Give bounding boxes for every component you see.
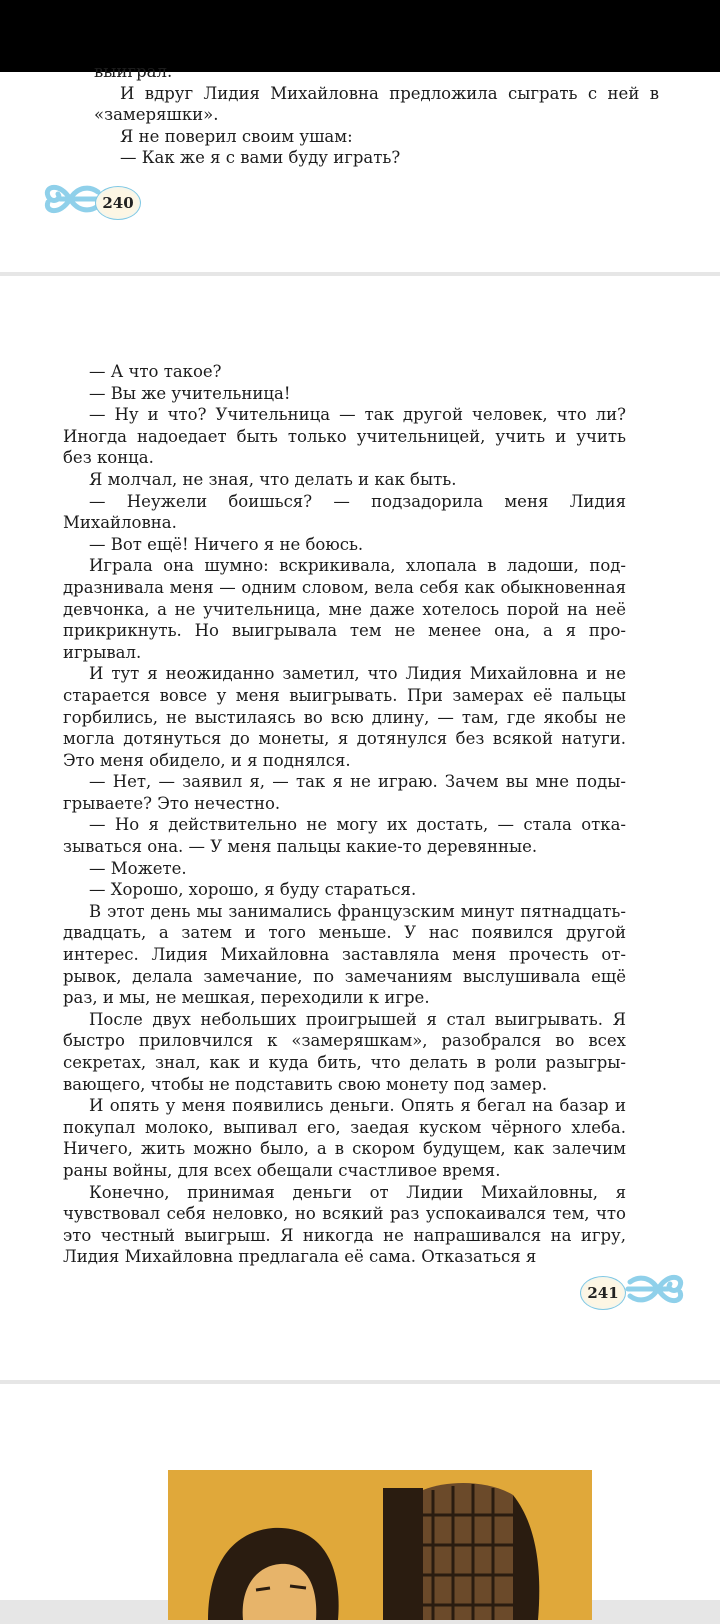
paragraph: выиграл. [94,62,173,81]
page-number: 241 [580,1276,626,1310]
paragraph: — Неужели боишься? — подзадорила меня Лидия Михайловна. [63,491,626,533]
illustration-drawing [168,1470,592,1620]
paragraph: — Ну и что? Учительница — так другой человек, что ли? Иногда надоедает быть только учительницей, учить и учить без конца. [63,405,626,468]
ornament-right-icon [618,1264,688,1314]
page-240-text [94,61,659,169]
paragraph: — Можете. [89,858,187,878]
page-240 [0,62,720,272]
paragraph: — Но я действительно не могу их достать, — стала отказываться она. — У меня пальцы какие-то деревянные. [63,815,626,857]
paragraph: — Вы же учительница! [89,383,291,403]
paragraph: — Вот ещё! Ничего я не боюсь. [89,534,364,554]
page-242 [0,1384,720,1600]
paragraph: Конечно, принимая деньги от Лидии Михайловны, я чувствовал себя неловко, но всякий раз успокаивался тем, что это честный выигрыш. Я никогда не напрашивался на игру, Лидия Михайловна предлагала её сама. Отказаться я [63,1182,626,1267]
paragraph: В этот день мы занимались французским минут пятнадцать-двадцать, а затем и того меньше. У нас появился другой интерес. Лидия Михайловна заставляла меня прочесть отрывок, делала замечание, по замечаниям выслушивала ещё раз, и мы, не мешкая, переходили к игре. [63,901,626,1008]
page-number: 240 [95,186,141,220]
paragraph: И вдруг Лидия Михайловна предложила сыграть с ней в «замеряшки». [94,83,659,125]
paragraph: — Как же я с вами буду играть? [120,148,401,168]
paragraph: — А что такое? [89,362,222,381]
paragraph: Я молчал, не зная, что делать и как быть. [89,469,457,489]
paragraph: Играла она шумно: вскрикивала, хлопала в ладоши, поддразнивала меня — одним словом, вела себя как обыкновенная девчонка, а не учительница, мне даже хотелось порой на неё прикрикнуть. Но выигрывала тем не менее она, а я проигрывал. [63,556,626,662]
paragraph: И тут я неожиданно заметил, что Лидия Михайловна и не старается вовсе у меня выигрывать. При замерах её пальцы горбились, не выстилаясь во всю длину, — там, где якобы не могла дотянуться до монеты, я дотянулся без всякой натуги. Это меня обидело, и я поднялся. [63,664,626,770]
paragraph: И опять у меня появились деньги. Опять я бегал на базар и покупал молоко, выпивал его, заедая куском чёрного хлеба. Ничего, жить можно было, а в скором будущем, как залечим раны войны, для всех обещали счастливое время. [63,1096,626,1180]
illustration [168,1470,592,1620]
paragraph: Я не поверил своим ушам: [120,126,353,146]
page-241 [0,276,720,1380]
paragraph: После двух небольших проигрышей я стал выигрывать. Я быстро приловчился к «замеряшкам», разобрался во всех секретах, знал, как и куда бить, что делать в роли разыгрывающего, чтобы не подставить свою монету под замер. [63,1009,626,1094]
paragraph: — Нет, — заявил я, — так я не играю. Зачем вы мне подыгрываете? Это нечестно. [63,772,626,813]
page-241-text [63,361,626,1268]
paragraph: — Хорошо, хорошо, я буду стараться. [89,880,417,900]
